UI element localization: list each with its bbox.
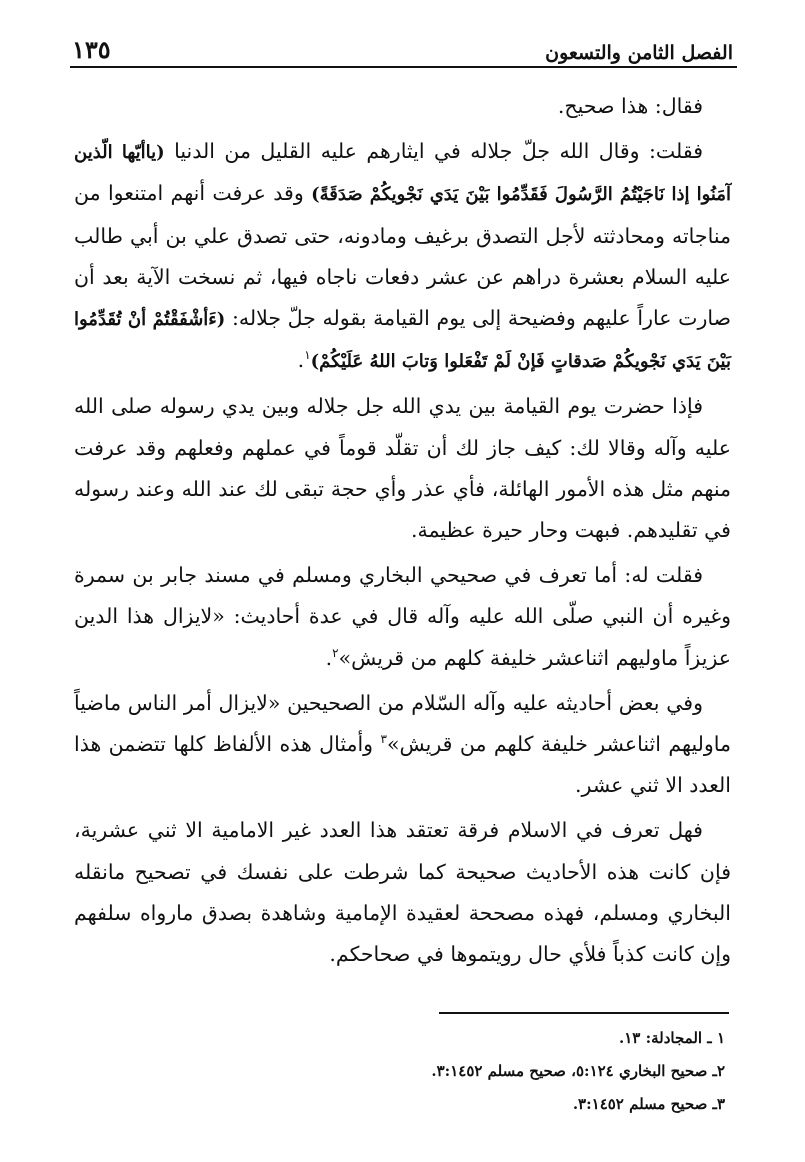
paragraph-text: فقلت: وقال الله جلّ جلاله في ايثارهم عليه القليل من الدنيا (164, 139, 703, 164)
paragraph-text: . (325, 645, 333, 670)
paragraph-5 (74, 683, 731, 807)
header-divider (70, 66, 737, 68)
footnote-ref: ٣ (380, 732, 387, 747)
footnote-2: ٢ـ صحيح البخاري ٥:١٢٤، صحيح مسلم ٣:١٤٥٢. (431, 1062, 725, 1080)
quran-verse: (ياأيّها الّذين آمَنُوا إذا نَاجَيْتُمُ الرَّسُولَ فَقَدِّمُوا بَيْنَ يَدَي نَجْويكُمْ صَدَقَةً) (74, 142, 731, 206)
page-header (72, 30, 733, 64)
main-text (74, 86, 731, 975)
footnote-3: ٣ـ صحيح مسلم ٣:١٤٥٢. (572, 1095, 725, 1113)
paragraph-text: . (297, 348, 305, 373)
quran-verse: (ءَأشْفَقْتُمْ أنْ تُقَدِّمُوا بَيْنَ يَدَي نَجْويكُمْ صَدقاتٍ فَإنْ لَمْ تَفْعَلوا وَتابَ اللهُ عَلَيْكُمْ) (74, 309, 731, 373)
paragraph-text: فإذا حضرت يوم القيامة بين يدي الله جل جلاله وبين يدي رسوله صلى الله عليه وآله وقالا لك: كيف جاز لك أن تقلّد قوماً في عملهم وفعلهم وقد عرفت منهم مثل هذه الأمور الهائلة، فأي عذر وأي حجة تبقى لك عند الله وعند رسوله في تقليدهم. فبهت وحار حيرة عظيمة. (74, 394, 731, 543)
footnote-1: ١ ـ المجادلة: ١٣. (619, 1029, 725, 1047)
paragraph-text: فهل تعرف في الاسلام فرقة تعتقد هذا العدد غير الامامية الا ثني عشرية، فإن كانت هذه الأحاديث صحيحة كما شرطت على نفسك في تصحيح مانقله البخاري ومسلم، فهذه مصححة لعقيدة الإمامية وشاهدة بصدق مارواه سلفهم وإن كانت كذباً فلأي حال رويتموها في صحاحكم. (74, 818, 731, 967)
footnote-divider (439, 1012, 729, 1014)
paragraph-text: فقلت له: أما تعرف في صحيحي البخاري ومسلم في مسند جابر بن سمرة وغيره أن النبي صلّى الله عليه وآله قال في عدة أحاديث: «لايزال هذا الدين عزيزاً ماوليهم اثناعشر خليفة كلهم من قريش» (74, 563, 731, 670)
footnote-ref: ١ (304, 348, 311, 363)
paragraph-4 (74, 555, 731, 679)
paragraph-1 (74, 86, 731, 127)
paragraph-2 (74, 131, 731, 382)
paragraph-text: وفي بعض أحاديثه عليه وآله السّلام من الصحيحين «لايزال أمر الناس ماضياً ماوليهم اثناعشر خليفة كلهم من قريش» (74, 690, 731, 757)
footnote-ref: ٢ (332, 645, 339, 660)
paragraph-text: وأمثال هذه الألفاظ كلها تتضمن هذا العدد الا ثني عشر. (74, 732, 731, 798)
footnotes (74, 1022, 725, 1121)
paragraph-6 (74, 810, 731, 975)
page-number: ١٣٥ (72, 35, 111, 64)
paragraph-3 (74, 386, 731, 551)
paragraph-text: فقال: هذا صحيح. (557, 94, 703, 118)
paragraph-text: وقد عرفت أنهم امتنعوا من مناجاته ومحادثته لأجل التصدق برغيف ومادونه، حتى تصدق علي بن أبي طالب عليه السلام بعشرة دراهم عن عشر دفعات ناجاه فيها، ثم نسخت الآية بعد أن صارت عاراً عليهم وفضيحة إلى يوم القيامة بقوله جلّ جلاله: (74, 181, 731, 331)
chapter-title: الفصل الثامن والتسعون (545, 42, 733, 64)
